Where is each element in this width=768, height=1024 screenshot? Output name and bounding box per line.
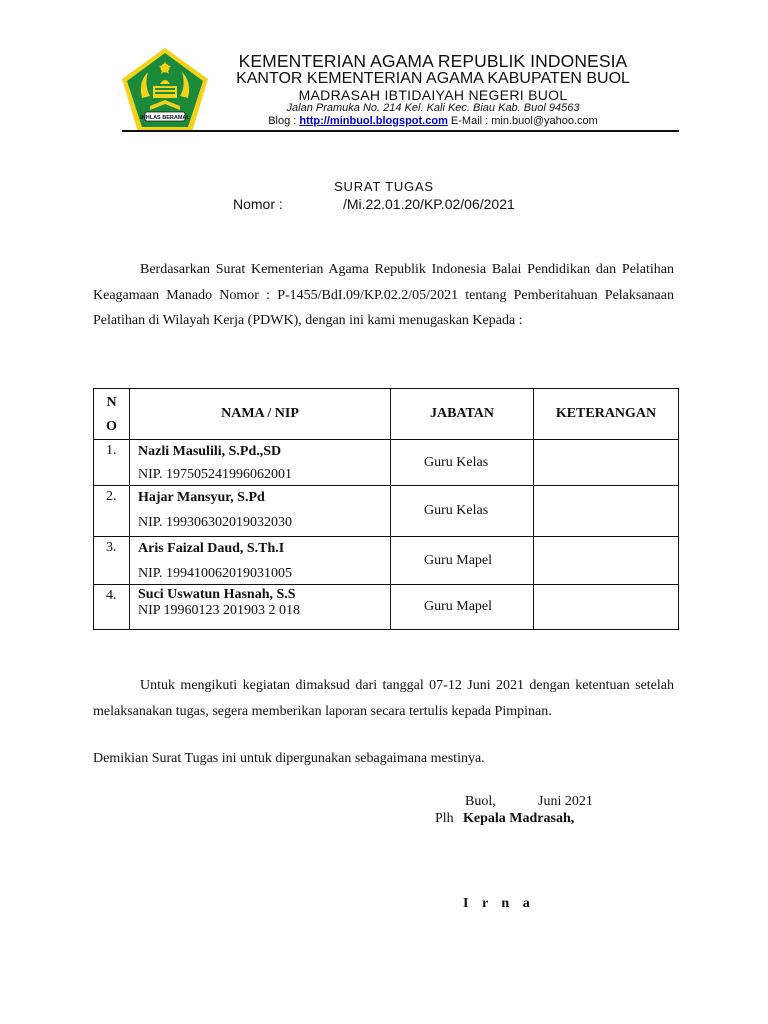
- row-jabatan: Guru Mapel: [391, 537, 534, 585]
- row-jabatan: Guru Kelas: [391, 486, 534, 537]
- email-text: E-Mail : min.buol@yahoo.com: [447, 115, 598, 127]
- opening-paragraph: Berdasarkan Surat Kementerian Agama Republik Indonesia Balai Pendidikan dan Pelatihan Keagamaan Manado Nomor : P-1455/BdI.09/KP.02.2/05/2021 tentang Pemberitahuan Pelaksanaan Pelatihan di Wilayah Kerja (PDWK), dengan ini kami menugaskan Kepada :: [93, 262, 674, 328]
- table-row: [94, 537, 679, 585]
- logo-motto: IKHLAS BERAMAL: [140, 115, 190, 121]
- header-no: N O: [94, 389, 130, 440]
- staff-name: Suci Uswatun Hasnah, S.S: [138, 587, 296, 602]
- signature-plh: Plh: [435, 811, 454, 826]
- signature-role: Kepala Madrasah,: [463, 811, 575, 826]
- row-keterangan: [534, 440, 679, 486]
- blog-link[interactable]: http://minbuol.blogspot.com: [299, 115, 448, 127]
- kemenag-logo: [120, 46, 210, 134]
- letter-title: SURAT TUGAS: [334, 179, 434, 194]
- staff-name: Hajar Mansyur, S.Pd: [138, 490, 265, 505]
- nomor-label: Nomor :: [233, 196, 283, 212]
- table-row: [94, 440, 679, 486]
- signatory-name: I r n a: [463, 896, 535, 911]
- header-nama-nip: NAMA / NIP: [130, 389, 391, 440]
- closing-statement: Demikian Surat Tugas ini untuk dipergunakan sebagaimana mestinya.: [93, 751, 485, 766]
- row-keterangan: [534, 486, 679, 537]
- row-no: 2.: [94, 486, 130, 537]
- row-keterangan: [534, 585, 679, 630]
- blog-label: Blog :: [268, 115, 300, 127]
- school-address: Jalan Pramuka No. 214 Kel. Kali Kec. Biau Kab. Buol 94563: [286, 102, 580, 114]
- table-header-row: [94, 389, 679, 440]
- school-name: MADRASAH IBTIDAIYAH NEGERI BUOL: [298, 87, 568, 103]
- row-nama-nip: [130, 440, 391, 486]
- staff-name: Aris Faizal Daud, S.Th.I: [138, 541, 285, 556]
- staff-table: [93, 388, 679, 630]
- contact-line: [213, 115, 653, 127]
- table-row: [94, 486, 679, 537]
- row-nama-nip: [130, 486, 391, 537]
- row-nama-nip: [130, 585, 391, 630]
- instruction-paragraph: Untuk mengikuti kegiatan dimaksud dari tanggal 07-12 Juni 2021 dengan ketentuan setelah melaksanakan tugas, segera memberikan laporan secara tertulis kepada Pimpinan.: [93, 678, 674, 719]
- staff-name: Nazli Masulili, S.Pd.,SD: [138, 444, 282, 459]
- ministry-name: KEMENTERIAN AGAMA REPUBLIK INDONESIA: [238, 51, 628, 71]
- signature-date: Juni 2021: [538, 794, 593, 809]
- header-jabatan: JABATAN: [391, 389, 534, 440]
- row-no: 1.: [94, 440, 130, 486]
- row-no: 3.: [94, 537, 130, 585]
- staff-nip: NIP. 197505241996062001: [138, 467, 293, 482]
- letterhead-divider: [122, 130, 679, 132]
- row-jabatan: Guru Mapel: [391, 585, 534, 630]
- row-keterangan: [534, 537, 679, 585]
- row-no: 4.: [94, 585, 130, 630]
- nomor-value: /Mi.22.01.20/KP.02/06/2021: [343, 196, 515, 212]
- row-nama-nip: [130, 537, 391, 585]
- row-jabatan: Guru Kelas: [391, 440, 534, 486]
- office-name: KANTOR KEMENTERIAN AGAMA KABUPATEN BUOL: [236, 70, 630, 87]
- staff-nip: NIP 19960123 201903 2 018: [138, 603, 301, 618]
- staff-nip: NIP. 199306302019032030: [138, 515, 293, 530]
- signature-place: Buol,: [465, 794, 496, 809]
- header-keterangan: KETERANGAN: [534, 389, 679, 440]
- staff-nip: NIP. 199410062019031005: [138, 566, 293, 581]
- table-row: [94, 585, 679, 630]
